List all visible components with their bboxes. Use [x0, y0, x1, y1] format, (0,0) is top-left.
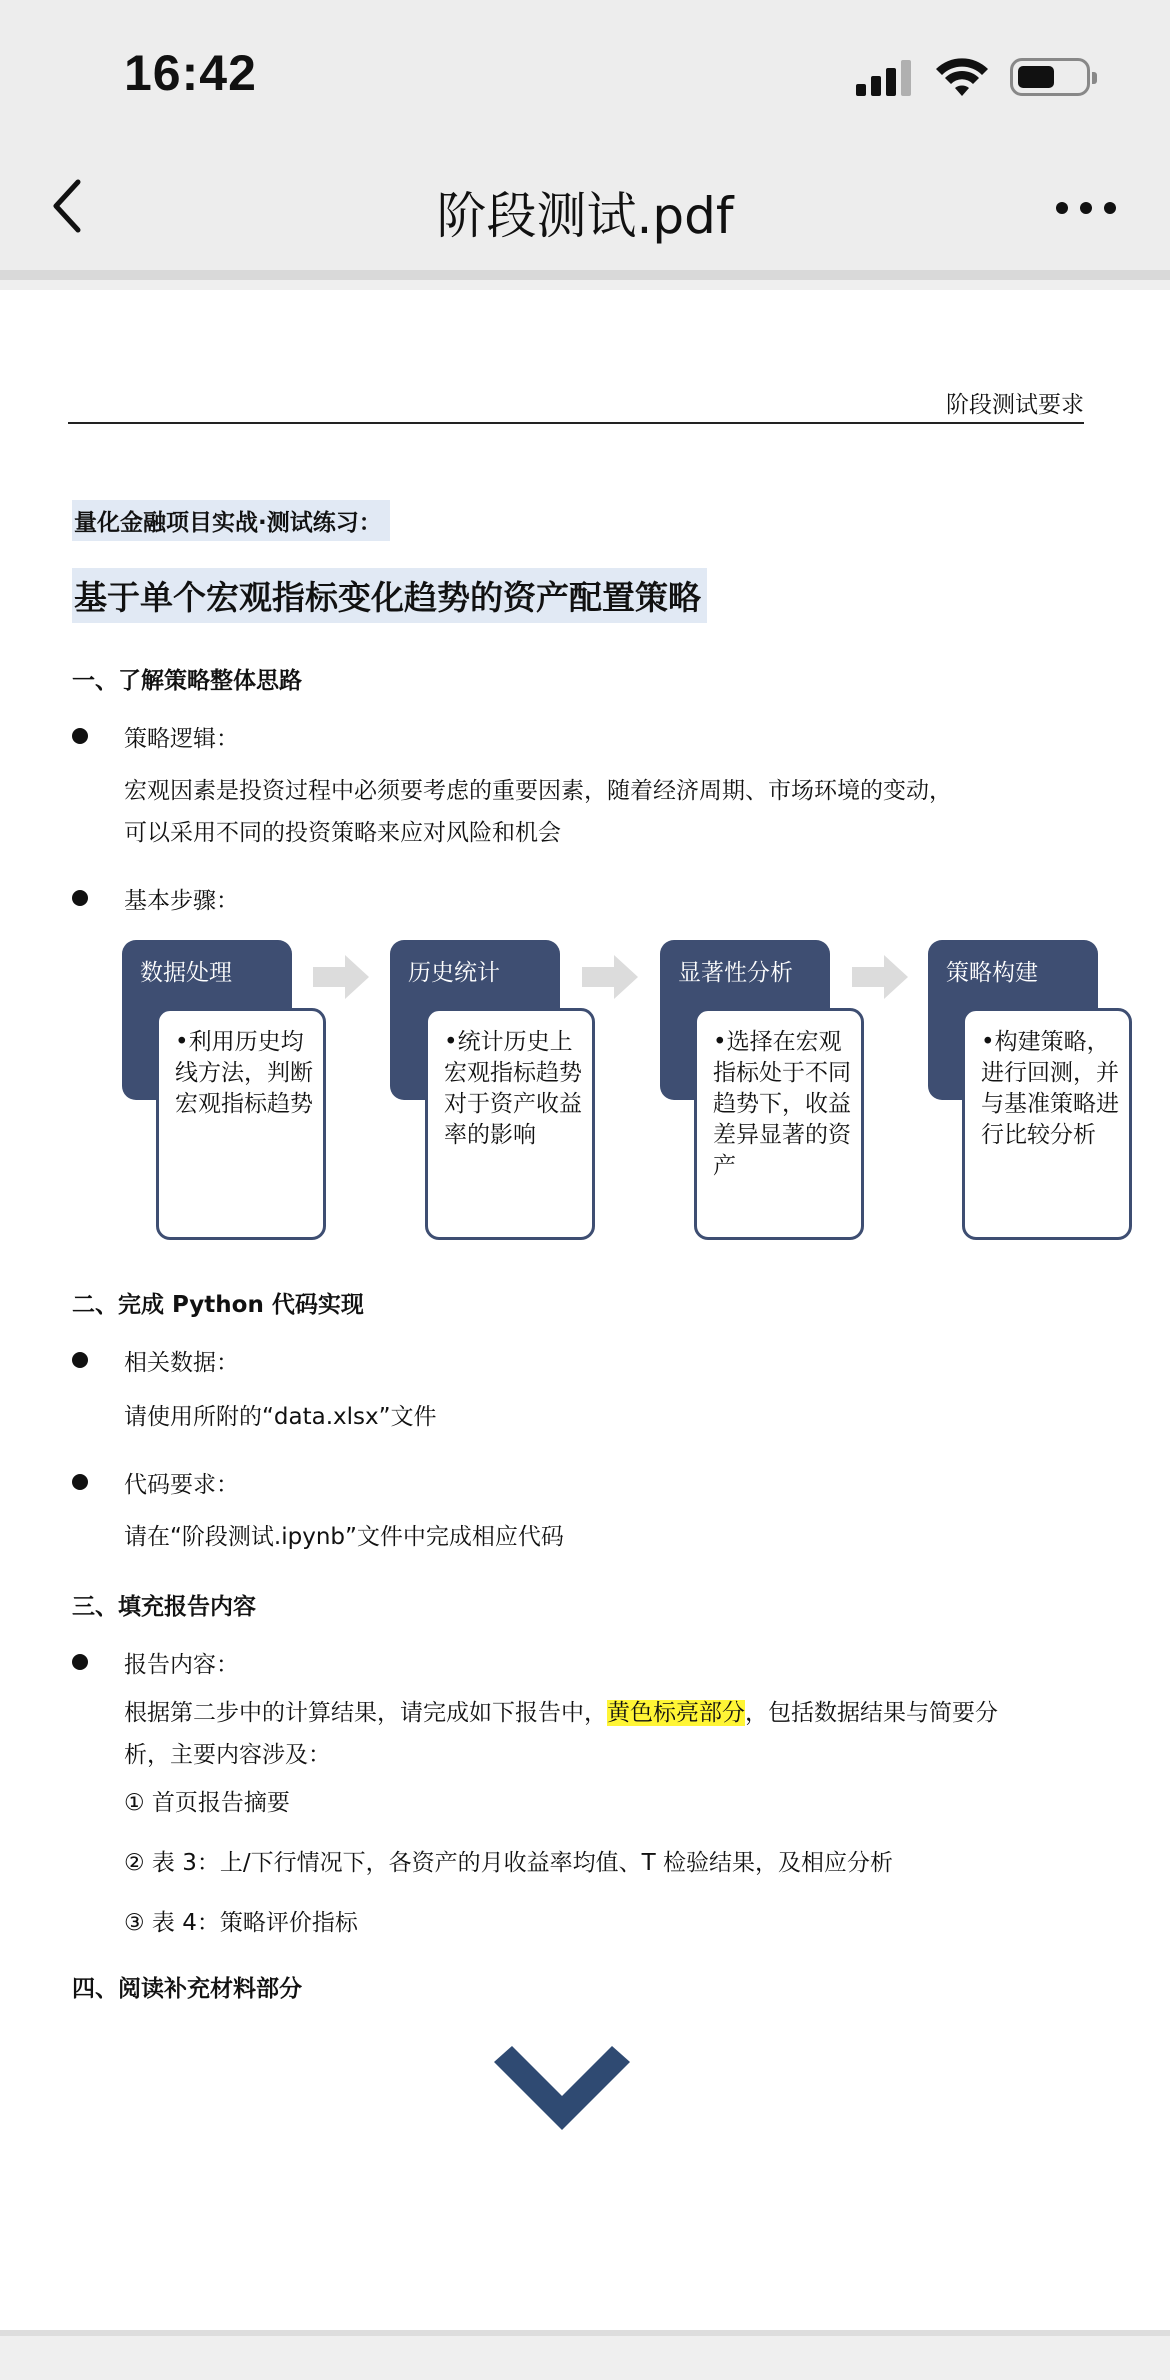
doc-title: 基于单个宏观指标变化趋势的资产配置策略 — [72, 568, 707, 623]
more-icon[interactable] — [1056, 202, 1116, 216]
bullet-dot — [72, 728, 88, 744]
bullet-related-data: 相关数据： — [124, 1350, 239, 1376]
section-4-heading: 四、阅读补充材料部分 — [72, 1976, 302, 2002]
flow-arrow-icon — [852, 955, 908, 999]
report-item-2: ② 表 3：上/下行情况下，各资产的月收益率均值、T 检验结果，及相应分析 — [124, 1850, 893, 1876]
report-content-line2: 析，主要内容涉及： — [124, 1742, 331, 1768]
step-2-text: •统计历史上宏观指标趋势对于资产收益率的影响 — [444, 1029, 582, 1148]
bullet-dot — [72, 1654, 88, 1670]
section-1-heading: 一、了解策略整体思路 — [72, 668, 302, 694]
step-3-text: •选择在宏观指标处于不同趋势下，收益差异显著的资产 — [713, 1029, 851, 1179]
cellular-signal-icon — [856, 60, 914, 96]
report-item-3: ③ 表 4：策略评价指标 — [124, 1910, 358, 1936]
bullet-report-content: 报告内容： — [124, 1652, 239, 1678]
wifi-icon — [936, 56, 988, 98]
step-4-title: 策略构建 — [946, 960, 1038, 986]
nav-bar — [0, 150, 1170, 280]
flow-arrow-icon — [582, 955, 638, 999]
document-title: 阶段测试.pdf — [436, 187, 734, 245]
status-time: 16:42 — [124, 45, 257, 101]
section-2-heading: 二、完成 Python 代码实现 — [72, 1292, 364, 1318]
bullet-basic-steps: 基本步骤： — [124, 888, 239, 914]
strategy-logic-line2: 可以采用不同的投资策略来应对风险和机会 — [124, 820, 561, 846]
bullet-dot — [72, 890, 88, 906]
page-header: 阶段测试要求 — [946, 392, 1084, 418]
step-1-text: •利用历史均线方法，判断宏观指标趋势 — [175, 1029, 313, 1117]
status-bar — [0, 0, 1170, 150]
code-requirements-text: 请在“阶段测试.ipynb”文件中完成相应代码 — [124, 1524, 564, 1550]
bullet-dot — [72, 1352, 88, 1368]
doc-subtitle: 量化金融项目实战·测试练习： — [72, 500, 390, 541]
bullet-dot — [72, 1474, 88, 1490]
report-item-1: ① 首页报告摘要 — [124, 1790, 290, 1816]
report-text-before: 根据第二步中的计算结果，请完成如下报告中， — [124, 1700, 607, 1726]
step-3-body — [694, 1008, 864, 1240]
header-rule — [68, 422, 1084, 424]
section-3-heading: 三、填充报告内容 — [72, 1594, 256, 1620]
strategy-logic-line1: 宏观因素是投资过程中必须要考虑的重要因素，随着经济周期、市场环境的变动， — [124, 778, 952, 804]
pdf-page[interactable] — [0, 290, 1170, 2330]
step-4-text: •构建策略，进行回测，并与基准策略进行比较分析 — [981, 1029, 1119, 1148]
step-3-title: 显著性分析 — [678, 960, 793, 986]
related-data-text: 请使用所附的“data.xlsx”文件 — [124, 1404, 437, 1430]
step-1-body — [156, 1008, 326, 1240]
yellow-highlight-text: 黄色标亮部分 — [607, 1700, 745, 1726]
bullet-code-requirements: 代码要求： — [124, 1472, 239, 1498]
step-4-body — [962, 1008, 1132, 1240]
report-text-after: ，包括数据结果与简要分 — [745, 1700, 998, 1726]
step-1-title: 数据处理 — [140, 960, 232, 986]
bullet-strategy-logic: 策略逻辑： — [124, 726, 239, 752]
scroll-down-chevron-icon — [494, 2046, 630, 2136]
step-2-body — [425, 1008, 595, 1240]
page-gap — [0, 2330, 1170, 2380]
battery-icon — [1010, 58, 1090, 96]
flow-arrow-icon — [313, 955, 369, 999]
report-content-line1 — [124, 1692, 1090, 1734]
step-2-title: 历史统计 — [408, 960, 500, 986]
